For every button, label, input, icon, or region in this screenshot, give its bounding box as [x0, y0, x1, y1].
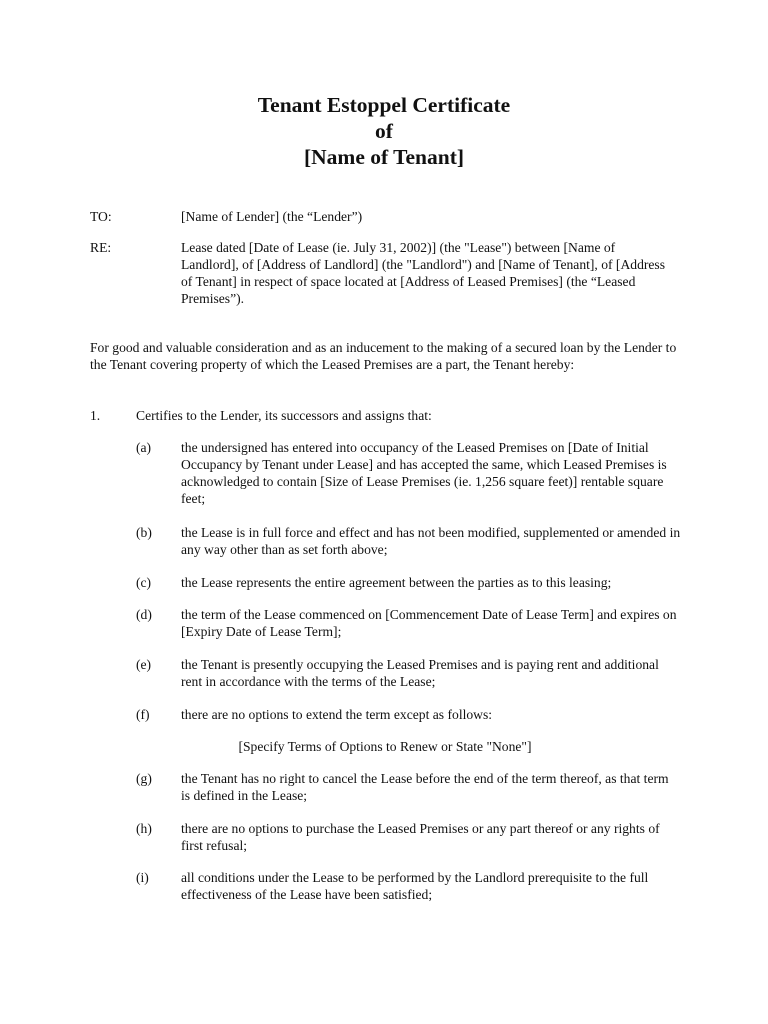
re-label: RE:	[90, 240, 112, 255]
re-value: Lease dated [Date of Lease (ie. July 31, 2002)] (the "Lease") between [Name of Landlord], of [Address of Landlord] (the "Landlord") and [Name of Tenant], of [Address of Tenant] in respect of space located at [Address of Leased Premises] (the “Leased Premises”).	[181, 240, 666, 306]
subitem-e-letter: (e)	[136, 657, 152, 672]
subitem-a-letter: (a)	[136, 440, 152, 455]
title-line-1: Tenant Estoppel Certificate	[257, 93, 511, 117]
intro-paragraph: For good and valuable consideration and as an inducement to the making of a secured loan by the Lender to the Tenant covering property of which the Leased Premises are a part, the Tenant hereby:	[90, 340, 677, 372]
subitem-b-letter: (b)	[136, 525, 152, 540]
subitem-d-text: the term of the Lease commenced on [Commencement Date of Lease Term] and expires on [Expiry Date of Lease Term];	[181, 607, 677, 639]
subitem-f-letter: (f)	[136, 707, 150, 722]
subitem-h-text: there are no options to purchase the Leased Premises or any part thereof or any rights of first refusal;	[181, 821, 660, 853]
to-label: TO:	[90, 209, 112, 224]
subitem-e-text: the Tenant is presently occupying the Leased Premises and is paying rent and additional rent in accordance with the terms of the Lease;	[181, 657, 659, 689]
subitem-b-text: the Lease is in full force and effect and has not been modified, supplemented or amended in any way other than as set forth above;	[181, 525, 681, 557]
item-1-text: Certifies to the Lender, its successors and assigns that:	[136, 408, 432, 423]
subitem-g-letter: (g)	[136, 771, 152, 786]
subitem-h-letter: (h)	[136, 821, 152, 836]
subitem-i-letter: (i)	[136, 870, 149, 885]
subitem-f-text: there are no options to extend the term except as follows:	[181, 707, 493, 722]
title-line-3: [Name of Tenant]	[303, 145, 465, 169]
title-line-2: of	[375, 119, 393, 143]
subitem-d-letter: (d)	[136, 607, 152, 622]
subitem-c-letter: (c)	[136, 575, 152, 590]
subitem-g-text: the Tenant has no right to cancel the Lease before the end of the term thereof, as that term is defined in the Lease;	[181, 771, 669, 803]
options-placeholder: [Specify Terms of Options to Renew or State "None"]	[238, 739, 532, 754]
document-title	[0, 92, 768, 170]
item-1-number: 1.	[90, 408, 101, 423]
subitem-a-text: the undersigned has entered into occupancy of the Leased Premises on [Date of Initial Occupancy by Tenant under Lease] and has accepted the same, which Leased Premises is acknowledged to contain [Size of Lease Premises (ie. 1,256 square feet)] rentable square feet;	[181, 440, 667, 506]
subitem-i-text: all conditions under the Lease to be performed by the Landlord prerequisite to the full effectiveness of the Lease have been satisfied;	[181, 870, 649, 902]
to-value: [Name of Lender] (the “Lender”)	[181, 209, 363, 224]
subitem-c-text: the Lease represents the entire agreement between the parties as to this leasing;	[181, 575, 612, 590]
